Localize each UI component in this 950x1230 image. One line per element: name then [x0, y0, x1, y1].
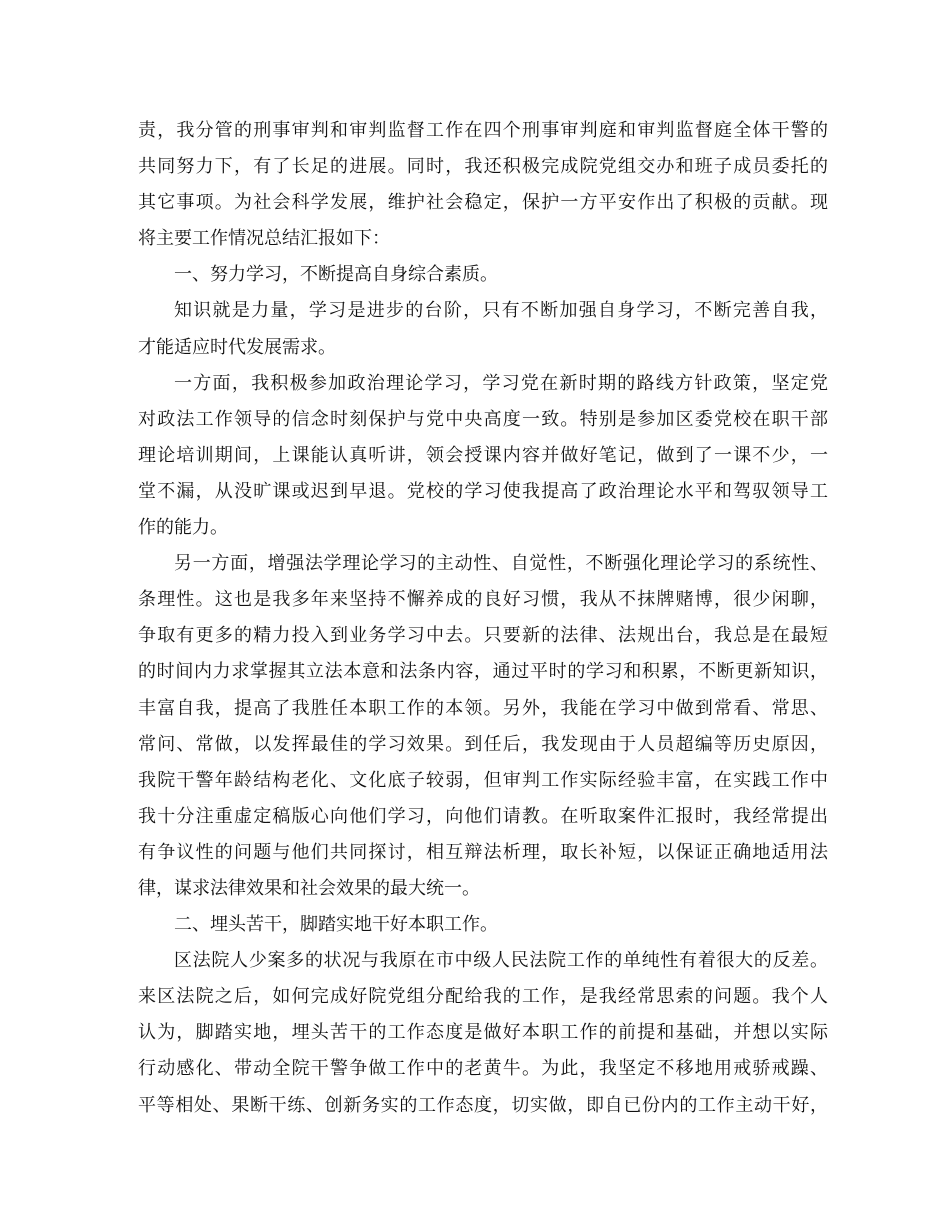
body-text [138, 113, 828, 1124]
text-line: 条理性。这也是我多年来坚持不懈养成的良好习惯，我从不抹牌赌博，很少闲聊， [138, 589, 828, 611]
text-line: 才能适应时代发展需求。 [138, 336, 336, 358]
text-line: 知识就是力量，学习是进步的台阶，只有不断加强自身学习，不断完善自我， [174, 300, 828, 322]
text-line: 二、埋头苦干，脚踏实地干好本职工作。 [174, 914, 498, 936]
text-line: 的时间内力求掌握其立法本意和法条内容，通过平时的学习和积累，不断更新知识， [138, 661, 828, 683]
text-line: 其它事项。为社会科学发展，维护社会稳定，保护一方平安作出了积极的贡献。现 [138, 192, 828, 214]
text-line: 平等相处、果断干练、创新务实的工作态度，切实做，即自已份内的工作主动干好， [138, 1094, 828, 1116]
text-line: 认为，脚踏实地，埋头苦干的工作态度是做好本职工作的前提和基础，并想以实际 [138, 1022, 828, 1044]
text-line: 另一方面，增强法学理论学习的主动性、自觉性，不断强化理论学习的系统性、 [174, 553, 828, 575]
text-line: 我十分注重虚定稿版心向他们学习，向他们请教。在听取案件汇报时，我经常提出 [138, 805, 828, 827]
text-line: 有争议性的问题与他们共同探讨，相互辩法析理，取长补短，以保证正确地适用法 [138, 841, 828, 863]
text-line: 律，谋求法律效果和社会效果的最大统一。 [138, 877, 480, 899]
text-line: 丰富自我，提高了我胜任本职工作的本领。另外，我能在学习中做到常看、常思、 [138, 697, 828, 719]
text-line: 将主要工作情况总结汇报如下： [138, 228, 390, 250]
text-line: 来区法院之后，如何完成好院党组分配给我的工作，是我经常思索的问题。我个人 [138, 986, 828, 1008]
text-line: 责，我分管的刑事审判和审判监督工作在四个刑事审判庭和审判监督庭全体干警的 [138, 120, 828, 141]
text-line: 常问、常做，以发挥最佳的学习效果。到任后，我发现由于人员超编等历史原因， [138, 733, 828, 755]
text-line: 一、努力学习，不断提高自身综合素质。 [174, 264, 498, 286]
text-line: 对政法工作领导的信念时刻保护与党中央高度一致。特别是参加区委党校在职干部 [138, 408, 828, 430]
text-line: 作的能力。 [138, 517, 228, 539]
text-line: 共同努力下，有了长足的进展。同时，我还积极完成院党组交办和班子成员委托的 [138, 156, 828, 178]
text-line: 我院干警年龄结构老化、文化底子较弱，但审判工作实际经验丰富，在实践工作中 [138, 769, 828, 791]
text-line: 堂不漏，从没旷课或迟到早退。党校的学习使我提高了政治理论水平和驾驭领导工 [138, 480, 828, 502]
text-line: 一方面，我积极参加政治理论学习，学习党在新时期的路线方针政策，坚定党 [174, 372, 828, 394]
text-line: 区法院人少案多的状况与我原在市中级人民法院工作的单纯性有着很大的反差。 [174, 950, 828, 972]
text-line: 争取有更多的精力投入到业务学习中去。只要新的法律、法规出台，我总是在最短 [138, 625, 828, 647]
text-line: 行动感化、带动全院干警争做工作中的老黄牛。为此，我坚定不移地用戒骄戒躁、 [138, 1058, 828, 1080]
text-line: 理论培训期间，上课能认真听讲，领会授课内容并做好笔记，做到了一课不少，一 [138, 444, 828, 466]
